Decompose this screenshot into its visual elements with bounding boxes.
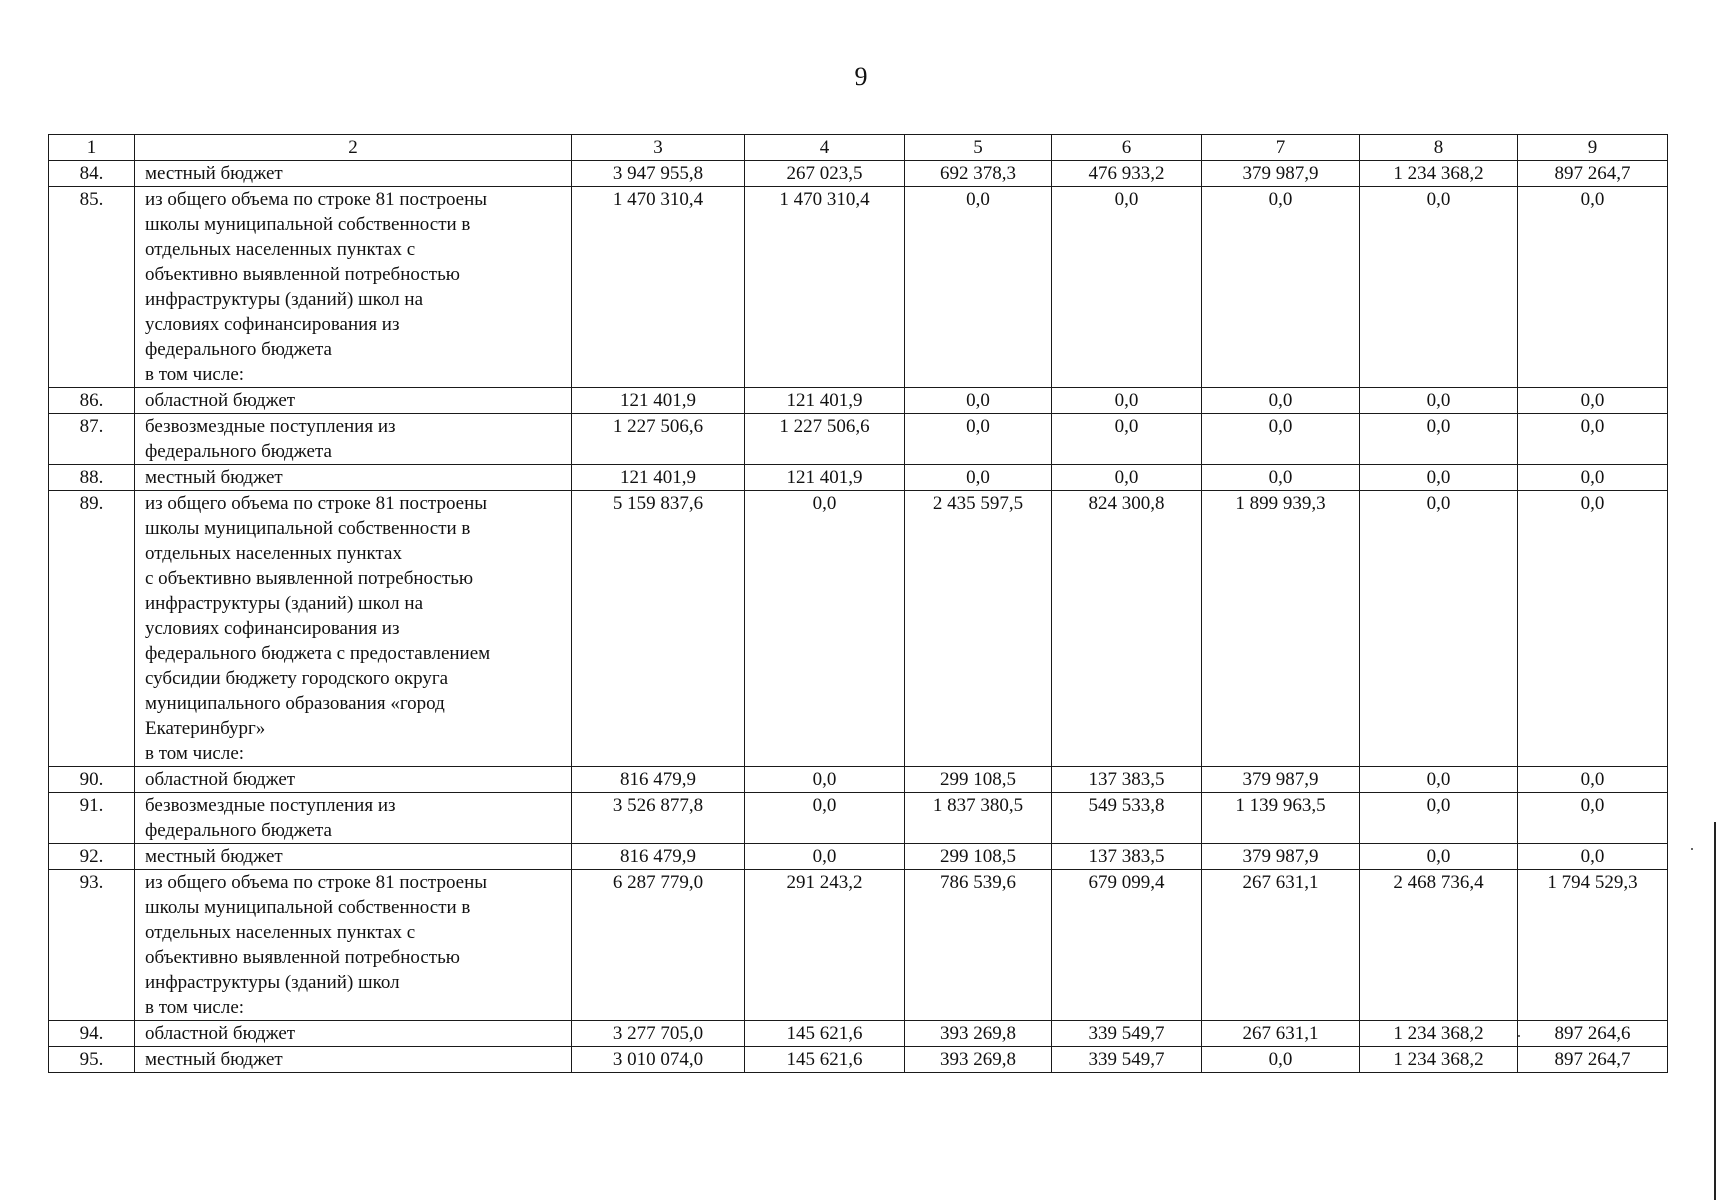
value-cell: 137 383,5 [1052, 767, 1202, 793]
value-cell: 0,0 [1518, 414, 1668, 465]
value-cell: 0,0 [1518, 187, 1668, 388]
description-line: в том числе: [145, 997, 245, 1018]
value-cell: 0,0 [1360, 793, 1518, 844]
row-number: 94. [49, 1021, 135, 1047]
value-cell: 5 159 837,6 [572, 491, 745, 767]
value-cell: 1 470 310,4 [745, 187, 905, 388]
description-line: отдельных населенных пунктах с [145, 239, 416, 260]
value-cell: 0,0 [1518, 388, 1668, 414]
value-cell: 0,0 [1360, 465, 1518, 491]
value-cell: 379 987,9 [1202, 767, 1360, 793]
value-cell: 0,0 [1518, 465, 1668, 491]
row-description [135, 388, 572, 414]
value-cell: 137 383,5 [1052, 844, 1202, 870]
value-cell: 0,0 [1202, 414, 1360, 465]
table-row [49, 793, 1668, 844]
value-cell: 679 099,4 [1052, 870, 1202, 1021]
value-cell: 379 987,9 [1202, 161, 1360, 187]
value-cell: 267 631,1 [1202, 870, 1360, 1021]
description-line: объективно выявленной потребностью [145, 264, 460, 285]
description-line: федерального бюджета с предоставлением [145, 643, 491, 664]
description-line: школы муниципальной собственности в [145, 214, 471, 235]
value-cell: 1 234 368,2 [1360, 161, 1518, 187]
row-description [135, 1047, 572, 1073]
description-line: местный бюджет [145, 163, 283, 184]
description-line: безвозмездные поступления из [145, 416, 396, 437]
value-cell: 824 300,8 [1052, 491, 1202, 767]
row-description [135, 414, 572, 465]
value-cell: 897 264,6 [1518, 1021, 1668, 1047]
value-cell: 121 401,9 [572, 388, 745, 414]
scan-speck [1691, 848, 1693, 850]
value-cell: 0,0 [1202, 465, 1360, 491]
value-cell: 1 227 506,6 [745, 414, 905, 465]
description-line: школы муниципальной собственности в [145, 897, 471, 918]
description-line: муниципального образования «город [145, 693, 445, 714]
value-cell: 1 794 529,3 [1518, 870, 1668, 1021]
header-cell: 9 [1518, 135, 1668, 161]
value-cell: 2 435 597,5 [905, 491, 1052, 767]
value-cell: 0,0 [1360, 187, 1518, 388]
value-cell: 0,0 [1052, 414, 1202, 465]
table-row [49, 465, 1668, 491]
table-row [49, 844, 1668, 870]
value-cell: 0,0 [905, 187, 1052, 388]
value-cell: 0,0 [905, 414, 1052, 465]
table-row [49, 187, 1668, 388]
row-description [135, 1021, 572, 1047]
header-row [49, 135, 1668, 161]
value-cell: 0,0 [1052, 465, 1202, 491]
value-cell: 1 470 310,4 [572, 187, 745, 388]
row-number: 85. [49, 187, 135, 388]
value-cell: 0,0 [745, 844, 905, 870]
description-line: с объективно выявленной потребностью [145, 568, 474, 589]
value-cell: 692 378,3 [905, 161, 1052, 187]
header-cell: 5 [905, 135, 1052, 161]
value-cell: 549 533,8 [1052, 793, 1202, 844]
value-cell: 3 526 877,8 [572, 793, 745, 844]
value-cell: 0,0 [1518, 844, 1668, 870]
table-row [49, 491, 1668, 767]
row-description [135, 767, 572, 793]
value-cell: 267 631,1 [1202, 1021, 1360, 1047]
row-number: 95. [49, 1047, 135, 1073]
table-row [49, 767, 1668, 793]
budget-table [48, 134, 1668, 1073]
value-cell: 0,0 [1202, 388, 1360, 414]
value-cell: 897 264,7 [1518, 1047, 1668, 1073]
value-cell: 121 401,9 [572, 465, 745, 491]
value-cell: 3 010 074,0 [572, 1047, 745, 1073]
description-line: областной бюджет [145, 769, 296, 790]
table-row [49, 1021, 1668, 1047]
row-description [135, 491, 572, 767]
value-cell: 0,0 [1202, 1047, 1360, 1073]
header-cell: 4 [745, 135, 905, 161]
header-cell: 3 [572, 135, 745, 161]
description-line: областной бюджет [145, 1023, 296, 1044]
description-line: федерального бюджета [145, 339, 332, 360]
description-line: местный бюджет [145, 1049, 283, 1070]
value-cell: 0,0 [905, 465, 1052, 491]
row-description [135, 870, 572, 1021]
description-line: условиях софинансирования из [145, 618, 400, 639]
row-number: 86. [49, 388, 135, 414]
table-row [49, 161, 1668, 187]
value-cell: 379 987,9 [1202, 844, 1360, 870]
value-cell: 0,0 [1360, 844, 1518, 870]
row-description [135, 793, 572, 844]
row-description [135, 161, 572, 187]
value-cell: 0,0 [1360, 414, 1518, 465]
value-cell: 145 621,6 [745, 1021, 905, 1047]
row-number: 87. [49, 414, 135, 465]
row-number: 93. [49, 870, 135, 1021]
value-cell: 0,0 [1360, 767, 1518, 793]
value-cell: 1 234 368,2 [1360, 1021, 1518, 1047]
value-cell: 1 227 506,6 [572, 414, 745, 465]
value-cell: 0,0 [905, 388, 1052, 414]
value-cell: 0,0 [1360, 388, 1518, 414]
value-cell: 339 549,7 [1052, 1047, 1202, 1073]
value-cell: 3 277 705,0 [572, 1021, 745, 1047]
description-line: инфраструктуры (зданий) школ [145, 972, 400, 993]
description-line: отдельных населенных пунктах [145, 543, 402, 564]
value-cell: 0,0 [745, 793, 905, 844]
value-cell: 299 108,5 [905, 844, 1052, 870]
description-line: из общего объема по строке 81 построены [145, 872, 488, 893]
value-cell: 393 269,8 [905, 1021, 1052, 1047]
description-line: объективно выявленной потребностью [145, 947, 460, 968]
description-line: инфраструктуры (зданий) школ на [145, 593, 423, 614]
row-description [135, 465, 572, 491]
table-row [49, 1047, 1668, 1073]
header-cell: 2 [135, 135, 572, 161]
value-cell: 145 621,6 [745, 1047, 905, 1073]
value-cell: 1 234 368,2 [1360, 1047, 1518, 1073]
row-number: 84. [49, 161, 135, 187]
scan-edge-mark [1714, 822, 1716, 1200]
row-number: 92. [49, 844, 135, 870]
value-cell: 121 401,9 [745, 388, 905, 414]
value-cell: 1 139 963,5 [1202, 793, 1360, 844]
page-number: 9 [854, 62, 868, 91]
header-cell: 7 [1202, 135, 1360, 161]
description-line: из общего объема по строке 81 построены [145, 189, 488, 210]
table-row [49, 414, 1668, 465]
description-line: условиях софинансирования из [145, 314, 400, 335]
value-cell: 0,0 [1518, 793, 1668, 844]
description-line: безвозмездные поступления из [145, 795, 396, 816]
value-cell: 0,0 [1202, 187, 1360, 388]
value-cell: 0,0 [1052, 388, 1202, 414]
description-line: школы муниципальной собственности в [145, 518, 471, 539]
value-cell: 393 269,8 [905, 1047, 1052, 1073]
row-description [135, 844, 572, 870]
scan-speck [1518, 1035, 1520, 1037]
value-cell: 0,0 [1052, 187, 1202, 388]
table-row [49, 388, 1668, 414]
table-row [49, 870, 1668, 1021]
description-line: Екатеринбург» [145, 718, 266, 739]
value-cell: 0,0 [1518, 767, 1668, 793]
value-cell: 816 479,9 [572, 767, 745, 793]
description-line: инфраструктуры (зданий) школ на [145, 289, 423, 310]
description-line: отдельных населенных пунктах с [145, 922, 416, 943]
value-cell: 1 837 380,5 [905, 793, 1052, 844]
description-line: областной бюджет [145, 390, 296, 411]
description-line: в том числе: [145, 364, 245, 385]
description-line: федерального бюджета [145, 820, 332, 841]
header-cell: 6 [1052, 135, 1202, 161]
value-cell: 121 401,9 [745, 465, 905, 491]
value-cell: 897 264,7 [1518, 161, 1668, 187]
value-cell: 0,0 [745, 767, 905, 793]
description-line: субсидии бюджету городского округа [145, 668, 449, 689]
row-description [135, 187, 572, 388]
header-cell: 1 [49, 135, 135, 161]
value-cell: 1 899 939,3 [1202, 491, 1360, 767]
value-cell: 3 947 955,8 [572, 161, 745, 187]
description-line: местный бюджет [145, 846, 283, 867]
value-cell: 0,0 [745, 491, 905, 767]
value-cell: 2 468 736,4 [1360, 870, 1518, 1021]
description-line: федерального бюджета [145, 441, 332, 462]
value-cell: 339 549,7 [1052, 1021, 1202, 1047]
value-cell: 6 287 779,0 [572, 870, 745, 1021]
row-number: 91. [49, 793, 135, 844]
description-line: из общего объема по строке 81 построены [145, 493, 488, 514]
header-cell: 8 [1360, 135, 1518, 161]
description-line: местный бюджет [145, 467, 283, 488]
value-cell: 291 243,2 [745, 870, 905, 1021]
description-line: в том числе: [145, 743, 245, 764]
row-number: 88. [49, 465, 135, 491]
value-cell: 299 108,5 [905, 767, 1052, 793]
value-cell: 816 479,9 [572, 844, 745, 870]
value-cell: 786 539,6 [905, 870, 1052, 1021]
value-cell: 0,0 [1518, 491, 1668, 767]
row-number: 89. [49, 491, 135, 767]
row-number: 90. [49, 767, 135, 793]
value-cell: 476 933,2 [1052, 161, 1202, 187]
value-cell: 267 023,5 [745, 161, 905, 187]
value-cell: 0,0 [1360, 491, 1518, 767]
